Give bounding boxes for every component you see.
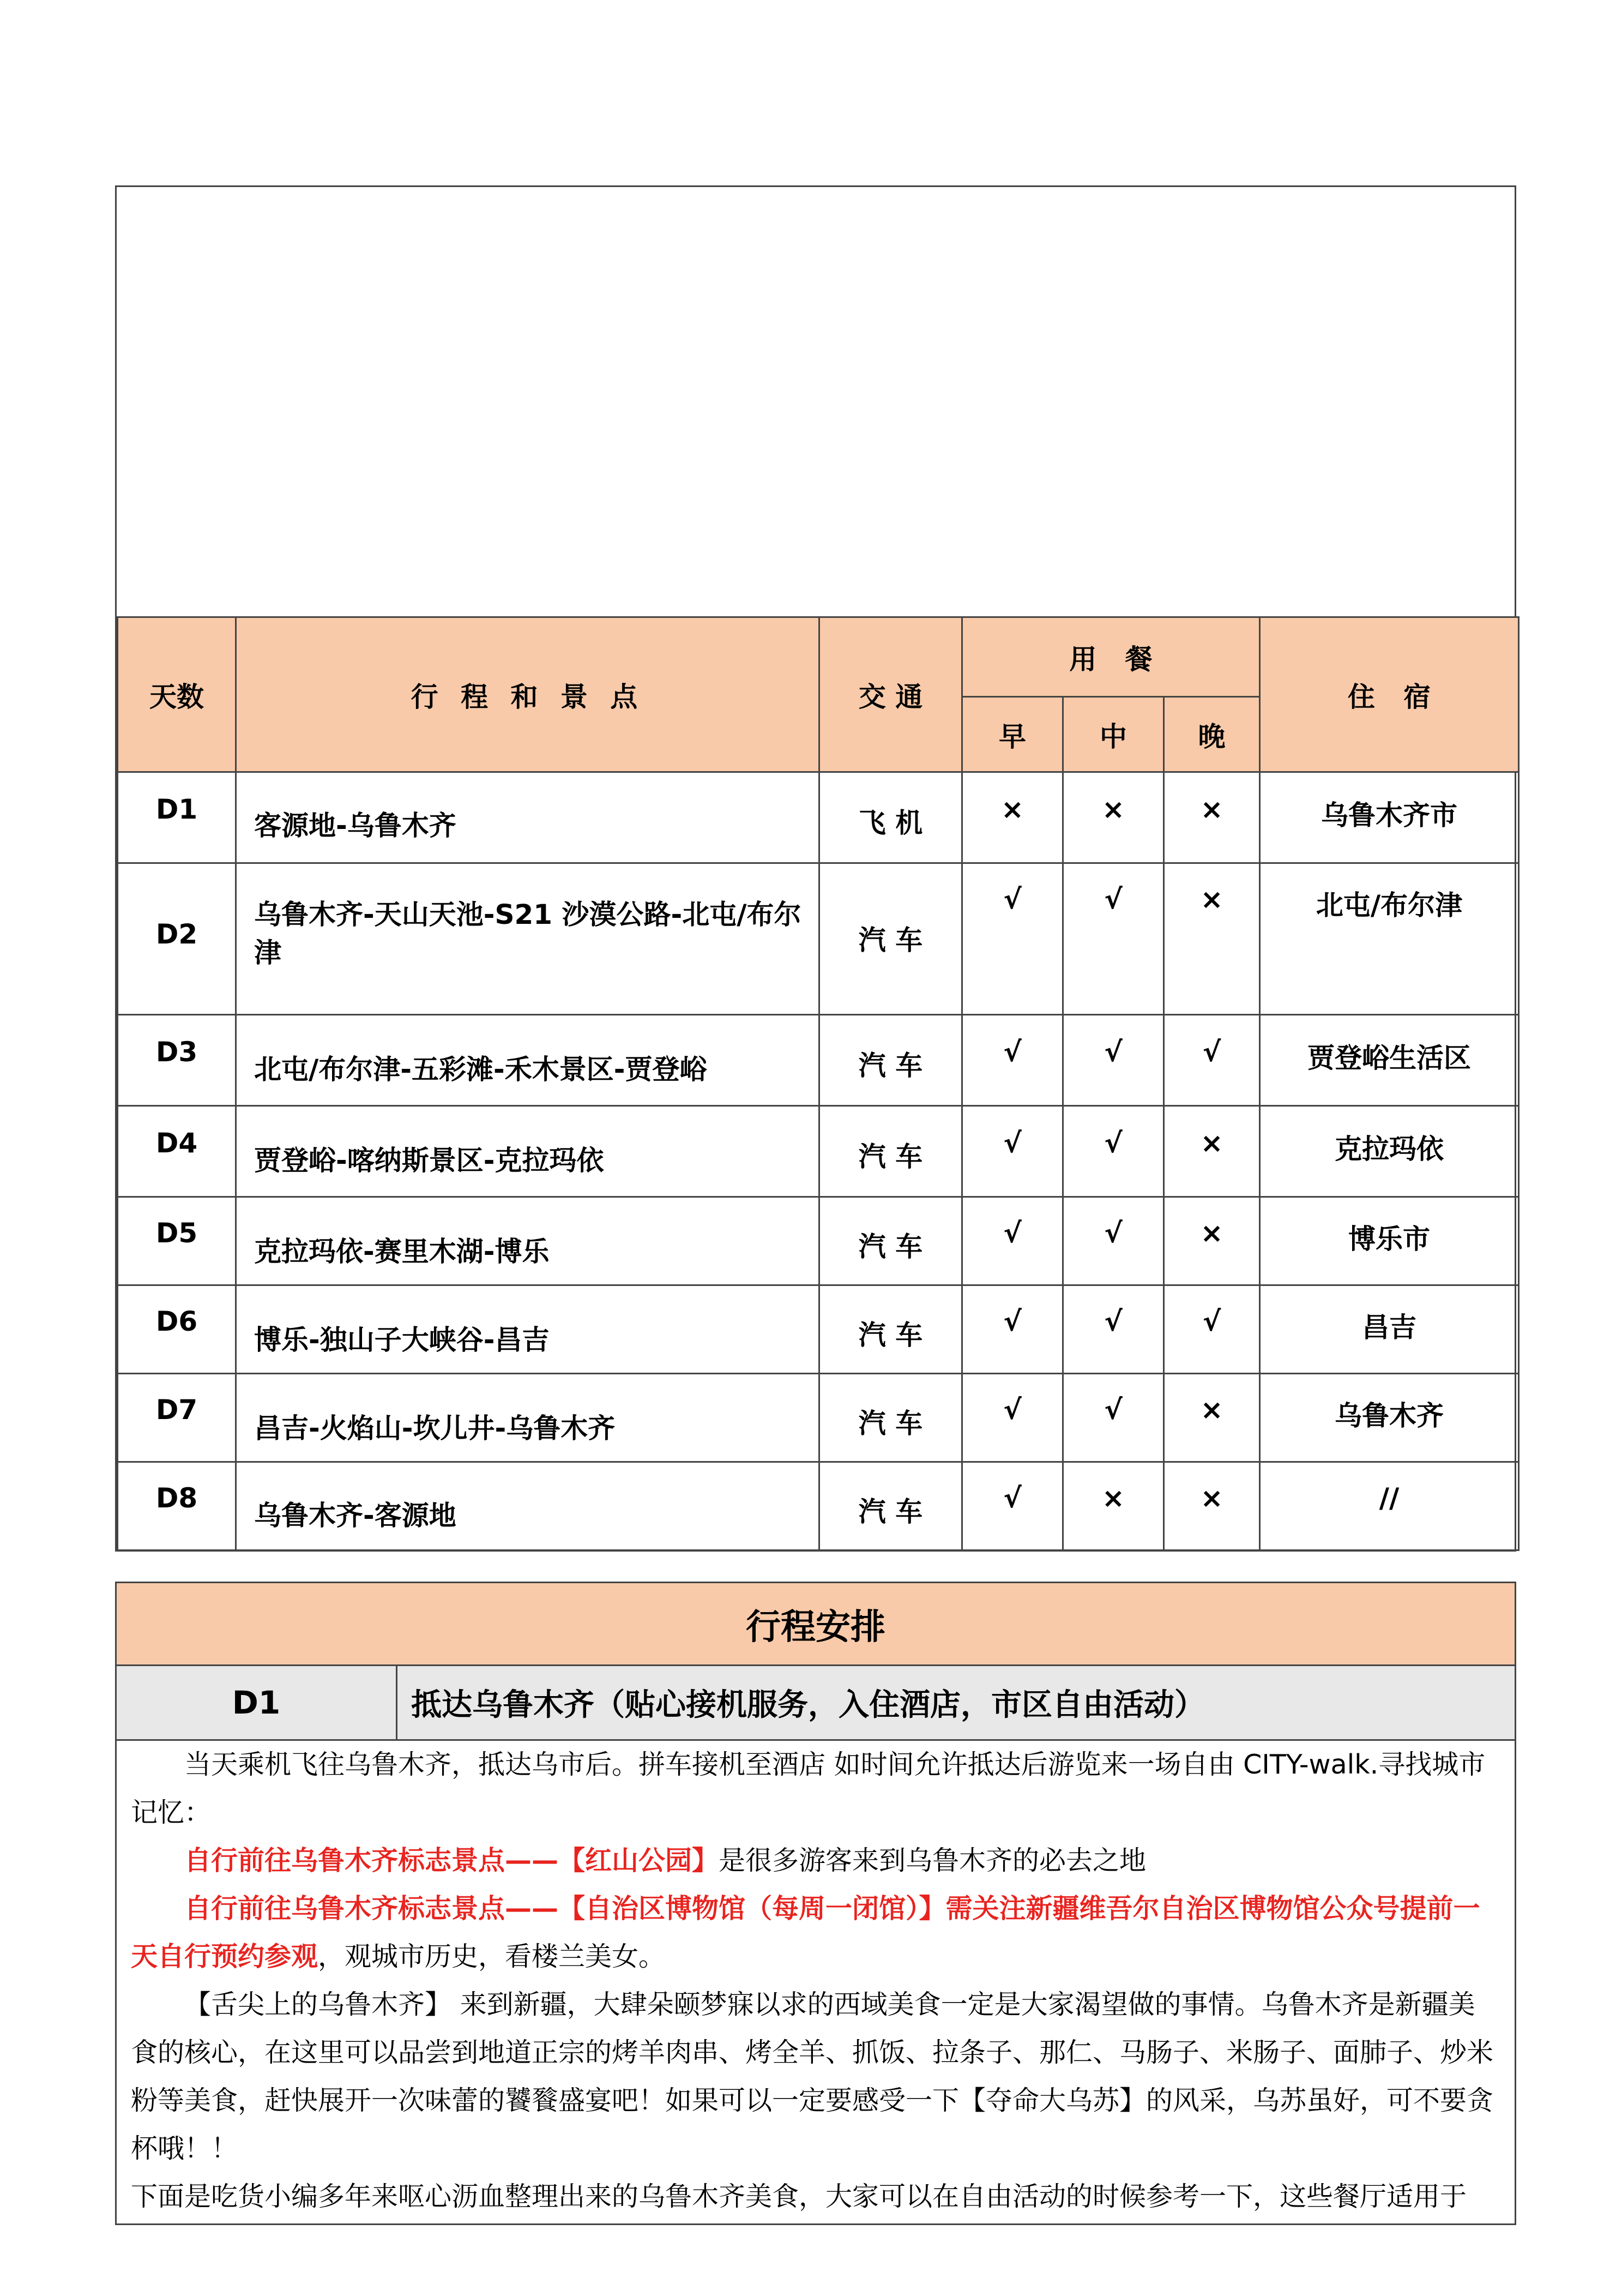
- lunch-cell: [1063, 1106, 1164, 1197]
- day-cell: [118, 1106, 236, 1197]
- day-cell: [118, 1285, 236, 1374]
- lunch-cell-text: √: [1104, 1127, 1123, 1159]
- lunch-cell: [1063, 1374, 1164, 1462]
- lunch-cell: [1063, 863, 1164, 1015]
- summary-row: [118, 1285, 1519, 1374]
- stay-cell: [1260, 1015, 1519, 1106]
- route-cell: [236, 1015, 819, 1106]
- summary-row: [118, 772, 1519, 863]
- header-image-area: [117, 187, 1515, 616]
- route-cell: [236, 1374, 819, 1462]
- breakfast-cell-text: √: [1003, 883, 1022, 915]
- dinner-cell: [1164, 1197, 1260, 1285]
- route-cell-text: 乌鲁木齐-天山天池-S21 沙漠公路-北屯/布尔津: [254, 899, 801, 969]
- lunch-cell-text: ×: [1102, 1482, 1125, 1514]
- summary-row: [118, 863, 1519, 1015]
- summary-row: [118, 1462, 1519, 1550]
- breakfast-cell: [962, 1015, 1063, 1106]
- food-paragraph: 【舌尖上的乌鲁木齐】 来到新疆，大肆朵颐梦寐以求的西域美食一定是大家渴望做的事情。乌鲁木齐是新疆美食的核心，在这里可以品尝到地道正宗的烤羊肉串、烤全羊、抓饭、拉条子、那仁、马肠子、米肠子、面肺子、炒米粉等美食，赶快展开一次味蕾的饕餮盛宴吧！如果可以一定要感受一下【夺命大乌苏】的风采，乌苏虽好，可不要贪杯哦！！: [131, 1989, 1494, 2164]
- intro-paragraph: 当天乘机飞往乌鲁木齐，抵达乌市后。拼车接机至酒店 如时间允许抵达后游览来一场自由 CITY-walk.寻找城市记忆：: [131, 1749, 1486, 1828]
- breakfast-cell: [962, 772, 1063, 863]
- itinerary-summary-box: [115, 185, 1516, 1552]
- breakfast-cell: [962, 1462, 1063, 1550]
- breakfast-cell-text: √: [1003, 1127, 1022, 1159]
- route-cell-text: 贾登峪-喀纳斯景区-克拉玛依: [254, 1145, 604, 1176]
- day-cell-text: D8: [155, 1482, 198, 1514]
- transport-cell-text: 汽 车: [858, 1141, 923, 1173]
- stay-cell-text: 乌鲁木齐: [1335, 1400, 1444, 1432]
- day-cell-text: D7: [155, 1394, 198, 1426]
- stay-cell-text: 博乐市: [1348, 1223, 1431, 1255]
- route-cell-text: 昌吉-火焰山-坎儿井-乌鲁木齐: [254, 1413, 616, 1444]
- museum-text: ，观城市历史，看楼兰美女。: [318, 1941, 666, 1972]
- lunch-cell-text: √: [1104, 1306, 1123, 1337]
- breakfast-cell-text: √: [1003, 1306, 1022, 1337]
- transport-cell-text: 汽 车: [858, 1231, 923, 1263]
- transport-cell: [819, 863, 962, 1015]
- transport-cell-text: 汽 车: [858, 1050, 923, 1081]
- stay-cell: [1260, 1106, 1519, 1197]
- day-cell-text: D4: [155, 1127, 198, 1159]
- header-transport: 交 通: [819, 617, 962, 772]
- dinner-cell: [1164, 1374, 1260, 1462]
- transport-cell: [819, 1285, 962, 1374]
- summary-row: [118, 1106, 1519, 1197]
- lunch-cell: [1063, 1462, 1164, 1550]
- header-route: 行 程 和 景 点: [236, 617, 819, 772]
- day-cell: [118, 772, 236, 863]
- breakfast-cell-text: √: [1003, 1482, 1022, 1514]
- route-cell-text: 北屯/布尔津-五彩滩-禾木景区-贾登峪: [254, 1054, 707, 1085]
- day-title: 抵达乌鲁木齐（贴心接机服务，入住酒店，市区自由活动）: [411, 1687, 1205, 1723]
- stay-cell: [1260, 1462, 1519, 1550]
- dinner-cell-text: ×: [1200, 1394, 1223, 1426]
- museum-highlight: 自行前往乌鲁木齐标志景点——【自治区博物馆（每周一闭馆）】需关注新疆维吾尔自治区博物馆公众号提前一天自行预约参观: [131, 1893, 1480, 1972]
- day-cell-text: D6: [155, 1306, 198, 1337]
- breakfast-cell: [962, 1197, 1063, 1285]
- museum-paragraph: [131, 1885, 1499, 1981]
- breakfast-cell: [962, 1374, 1063, 1462]
- route-cell-text: 乌鲁木齐-客源地: [254, 1500, 456, 1531]
- stay-cell-text: 乌鲁木齐市: [1321, 800, 1458, 831]
- transport-cell: [819, 1015, 962, 1106]
- stay-cell-text: 贾登峪生活区: [1307, 1042, 1472, 1074]
- dinner-cell-text: √: [1202, 1036, 1221, 1068]
- route-cell: [236, 1462, 819, 1550]
- dinner-cell: [1164, 1106, 1260, 1197]
- transport-cell-text: 汽 车: [858, 1496, 923, 1528]
- dinner-cell: [1164, 1015, 1260, 1106]
- dinner-cell: [1164, 1462, 1260, 1550]
- stay-cell-text: 昌吉: [1362, 1312, 1417, 1343]
- dinner-cell: [1164, 772, 1260, 863]
- lunch-cell-text: √: [1104, 1217, 1123, 1249]
- dinner-cell-text: ×: [1200, 794, 1223, 825]
- day-cell: [118, 1015, 236, 1106]
- schedule-body: [131, 1741, 1499, 2221]
- header-meals: 用 餐: [962, 617, 1260, 697]
- header-day: 天数: [118, 617, 236, 772]
- stay-cell-text: 克拉玛依: [1335, 1133, 1444, 1165]
- transport-cell-text: 汽 车: [858, 1408, 923, 1439]
- transport-cell: [819, 1462, 962, 1550]
- dinner-cell-text: ×: [1200, 1127, 1223, 1159]
- day-cell: [118, 1374, 236, 1462]
- day-cell: [118, 1462, 236, 1550]
- lunch-cell: [1063, 1285, 1164, 1374]
- route-cell: [236, 863, 819, 1015]
- day-cell-text: D2: [155, 918, 198, 950]
- breakfast-cell-text: √: [1003, 1217, 1022, 1249]
- food-list-intro: 下面是吃货小编多年来呕心沥血整理出来的乌鲁木齐美食，大家可以在自由活动的时候参考一下，这些餐厅适用于: [131, 2181, 1467, 2212]
- day-header-row: [117, 1666, 1515, 1741]
- transport-cell-text: 汽 车: [858, 1319, 923, 1351]
- stay-cell: [1260, 772, 1519, 863]
- day-label: D1: [117, 1666, 397, 1739]
- summary-row: [118, 1015, 1519, 1106]
- lunch-cell-text: √: [1104, 1036, 1123, 1068]
- route-cell: [236, 1285, 819, 1374]
- stay-cell: [1260, 1374, 1519, 1462]
- transport-cell: [819, 1197, 962, 1285]
- lunch-cell-text: ×: [1102, 794, 1125, 825]
- hongshan-text: 是很多游客来到乌鲁木齐的必去之地: [719, 1845, 1147, 1876]
- route-cell: [236, 1106, 819, 1197]
- breakfast-cell-text: √: [1003, 1394, 1022, 1426]
- dinner-cell-text: √: [1202, 1306, 1221, 1337]
- header-breakfast: 早: [962, 697, 1063, 772]
- stay-cell-text: //: [1379, 1482, 1400, 1514]
- stay-cell-text: 北屯/布尔津: [1316, 889, 1463, 921]
- summary-row: [118, 1197, 1519, 1285]
- transport-cell-text: 汽 车: [858, 924, 923, 956]
- dinner-cell: [1164, 863, 1260, 1015]
- breakfast-cell: [962, 1285, 1063, 1374]
- summary-row: [118, 1374, 1519, 1462]
- lunch-cell-text: √: [1104, 883, 1123, 915]
- breakfast-cell: [962, 863, 1063, 1015]
- lunch-cell-text: √: [1104, 1394, 1123, 1426]
- route-cell-text: 博乐-独山子大峡谷-昌吉: [254, 1324, 550, 1356]
- stay-cell: [1260, 863, 1519, 1015]
- day-cell: [118, 863, 236, 1015]
- stay-cell: [1260, 1285, 1519, 1374]
- lunch-cell: [1063, 1015, 1164, 1106]
- breakfast-cell-text: ×: [1001, 794, 1024, 825]
- day-cell: [118, 1197, 236, 1285]
- transport-cell: [819, 1106, 962, 1197]
- day-cell-text: D1: [155, 794, 198, 825]
- lunch-cell: [1063, 1197, 1164, 1285]
- schedule-section: [115, 1582, 1516, 2225]
- route-cell-text: 克拉玛依-赛里木湖-博乐: [254, 1236, 550, 1267]
- day-cell-text: D3: [155, 1036, 198, 1068]
- dinner-cell-text: ×: [1200, 1482, 1223, 1514]
- lunch-cell: [1063, 772, 1164, 863]
- header-dinner: 晚: [1164, 697, 1260, 772]
- route-cell: [236, 772, 819, 863]
- transport-cell: [819, 772, 962, 863]
- breakfast-cell-text: √: [1003, 1036, 1022, 1068]
- day-cell-text: D5: [155, 1217, 198, 1249]
- transport-cell-text: 飞 机: [858, 807, 923, 839]
- route-cell-text: 客源地-乌鲁木齐: [254, 810, 456, 842]
- transport-cell: [819, 1374, 962, 1462]
- breakfast-cell: [962, 1106, 1063, 1197]
- stay-cell: [1260, 1197, 1519, 1285]
- dinner-cell: [1164, 1285, 1260, 1374]
- dinner-cell-text: ×: [1200, 1217, 1223, 1249]
- header-lunch: 中: [1063, 697, 1164, 772]
- hongshan-paragraph: [131, 1837, 1499, 1885]
- dinner-cell-text: ×: [1200, 883, 1223, 915]
- header-stay: 住 宿: [1260, 617, 1519, 772]
- itinerary-summary-table: [117, 616, 1520, 1551]
- schedule-title: 行程安排: [117, 1583, 1515, 1666]
- route-cell: [236, 1197, 819, 1285]
- hongshan-highlight: 自行前往乌鲁木齐标志景点——【红山公园】: [184, 1845, 719, 1876]
